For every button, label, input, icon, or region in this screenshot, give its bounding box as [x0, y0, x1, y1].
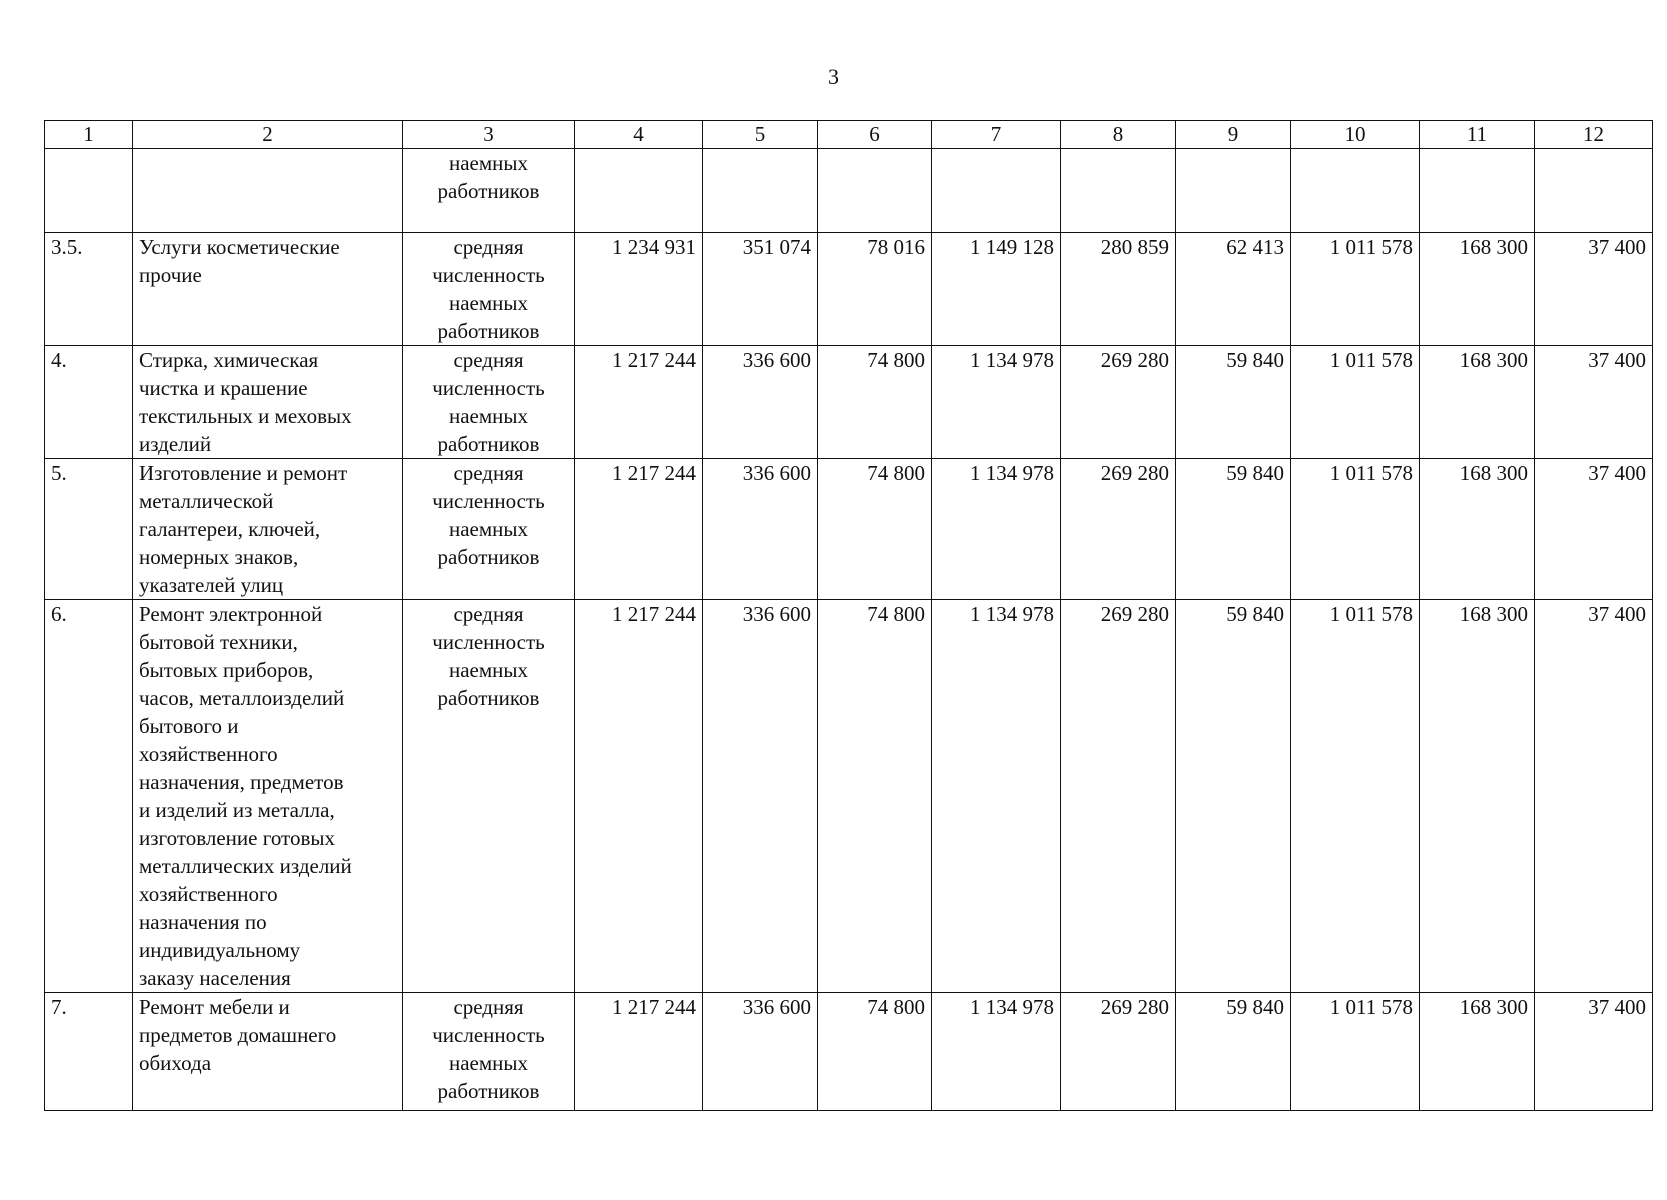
column-header: 7	[932, 121, 1061, 149]
value-cell-text: 168 300	[1459, 995, 1528, 1019]
value-cell-text: 336 600	[742, 602, 811, 626]
value-cell	[932, 459, 1061, 600]
value-cell-text: 280 859	[1100, 235, 1169, 259]
value-cell	[1535, 346, 1653, 459]
value-cell	[1061, 346, 1176, 459]
value-cell	[818, 233, 932, 346]
value-cell	[1420, 993, 1535, 1111]
table-row	[45, 149, 1653, 233]
value-cell	[1420, 233, 1535, 346]
value-cell	[1176, 346, 1291, 459]
service-name-cell-text: Услуги косметические прочие	[139, 235, 340, 287]
table-row	[45, 600, 1653, 993]
value-cell	[1535, 600, 1653, 993]
page-number: 3	[828, 64, 839, 89]
column-header: 10	[1291, 121, 1420, 149]
row-number-cell-text: 6.	[51, 602, 67, 626]
unit-cell-text: наемных работников	[437, 151, 540, 203]
value-cell	[1535, 149, 1653, 233]
value-cell-text: 351 074	[742, 235, 811, 259]
row-number-cell	[45, 459, 133, 600]
service-name-cell-text: Ремонт мебели и предметов домашнего обихода	[139, 995, 337, 1075]
value-cell	[1291, 149, 1420, 233]
value-cell	[703, 459, 818, 600]
column-header: 11	[1420, 121, 1535, 149]
value-cell	[1061, 459, 1176, 600]
column-header: 6	[818, 121, 932, 149]
value-cell	[575, 459, 703, 600]
column-header: 12	[1535, 121, 1653, 149]
column-header: 1	[45, 121, 133, 149]
unit-cell-text: средняя численность наемных работников	[432, 348, 545, 456]
value-cell	[932, 233, 1061, 346]
value-cell-text: 74 800	[867, 995, 925, 1019]
row-number-cell-text: 3.5.	[51, 235, 83, 259]
row-number-cell	[45, 993, 133, 1111]
value-cell-text: 1 234 931	[612, 235, 696, 259]
table-row	[45, 993, 1653, 1111]
value-cell-text: 1 011 578	[1329, 602, 1413, 626]
value-cell-text: 62 413	[1226, 235, 1284, 259]
unit-cell-text: средняя численность наемных работников	[432, 602, 545, 710]
row-number-cell	[45, 149, 133, 233]
unit-cell-text: средняя численность наемных работников	[432, 461, 545, 569]
row-number-cell-text: 5.	[51, 461, 67, 485]
value-cell	[818, 993, 932, 1111]
column-header: 2	[133, 121, 403, 149]
value-cell	[1535, 233, 1653, 346]
table-row	[45, 346, 1653, 459]
column-header: 5	[703, 121, 818, 149]
row-number-cell	[45, 346, 133, 459]
value-cell-text: 336 600	[742, 995, 811, 1019]
value-cell	[575, 149, 703, 233]
unit-cell	[403, 600, 575, 993]
value-cell	[932, 149, 1061, 233]
unit-cell	[403, 149, 575, 233]
value-cell-text: 168 300	[1459, 602, 1528, 626]
service-name-cell	[133, 149, 403, 233]
column-header: 4	[575, 121, 703, 149]
value-cell	[1535, 459, 1653, 600]
value-cell	[1420, 346, 1535, 459]
service-name-cell-text: Ремонт электронной бытовой техники, бытовых приборов, часов, металлоизделий бытового и хозяйственного назначения, предметов и изделий из металла, изготовление готовых металлических изделий хозяйственного назначения по индивидуальному заказу населения	[139, 602, 352, 990]
value-cell	[1061, 993, 1176, 1111]
unit-cell	[403, 993, 575, 1111]
value-cell	[575, 993, 703, 1111]
value-cell	[818, 600, 932, 993]
value-cell	[932, 600, 1061, 993]
row-number-cell-text: 4.	[51, 348, 67, 372]
column-header: 9	[1176, 121, 1291, 149]
column-header-row	[45, 121, 1653, 149]
value-cell	[932, 993, 1061, 1111]
value-cell	[575, 346, 703, 459]
service-name-cell	[133, 233, 403, 346]
value-cell	[1176, 459, 1291, 600]
value-cell	[703, 600, 818, 993]
value-cell-text: 37 400	[1588, 995, 1646, 1019]
column-header: 8	[1061, 121, 1176, 149]
value-cell-text: 1 149 128	[970, 235, 1054, 259]
value-cell	[818, 346, 932, 459]
value-cell-text: 168 300	[1459, 461, 1528, 485]
value-cell-text: 336 600	[742, 461, 811, 485]
value-cell	[818, 459, 932, 600]
service-name-cell	[133, 459, 403, 600]
value-cell-text: 74 800	[867, 602, 925, 626]
value-cell	[1291, 233, 1420, 346]
value-cell-text: 1 011 578	[1329, 348, 1413, 372]
value-cell	[1291, 600, 1420, 993]
value-cell-text: 37 400	[1588, 602, 1646, 626]
row-number-cell	[45, 600, 133, 993]
unit-cell-text: средняя численность наемных работников	[432, 995, 545, 1103]
value-cell-text: 1 217 244	[612, 461, 696, 485]
value-cell-text: 59 840	[1226, 461, 1284, 485]
value-cell-text: 59 840	[1226, 995, 1284, 1019]
value-cell-text: 1 134 978	[970, 602, 1054, 626]
unit-cell	[403, 459, 575, 600]
value-cell	[1291, 346, 1420, 459]
value-cell	[1176, 600, 1291, 993]
value-cell-text: 37 400	[1588, 461, 1646, 485]
value-cell-text: 1 217 244	[612, 995, 696, 1019]
value-cell	[575, 600, 703, 993]
value-cell-text: 269 280	[1100, 348, 1169, 372]
value-cell	[703, 233, 818, 346]
value-cell	[1291, 993, 1420, 1111]
value-cell	[703, 149, 818, 233]
value-cell	[1061, 233, 1176, 346]
row-number-cell-text: 7.	[51, 995, 67, 1019]
value-cell-text: 74 800	[867, 348, 925, 372]
value-cell-text: 59 840	[1226, 348, 1284, 372]
value-cell-text: 1 011 578	[1329, 995, 1413, 1019]
value-cell-text: 37 400	[1588, 348, 1646, 372]
unit-cell-text: средняя численность наемных работников	[432, 235, 545, 343]
unit-cell	[403, 233, 575, 346]
service-name-cell	[133, 600, 403, 993]
value-cell	[1535, 993, 1653, 1111]
value-cell-text: 269 280	[1100, 602, 1169, 626]
service-name-cell-text: Изготовление и ремонт металлической галантереи, ключей, номерных знаков, указателей улиц	[139, 461, 348, 597]
value-cell	[1061, 149, 1176, 233]
value-cell-text: 269 280	[1100, 461, 1169, 485]
value-cell	[575, 233, 703, 346]
value-cell-text: 1 134 978	[970, 348, 1054, 372]
value-cell-text: 59 840	[1226, 602, 1284, 626]
service-name-cell	[133, 993, 403, 1111]
service-name-cell	[133, 346, 403, 459]
value-cell	[1420, 459, 1535, 600]
value-cell-text: 37 400	[1588, 235, 1646, 259]
unit-cell	[403, 346, 575, 459]
value-cell-text: 1 134 978	[970, 995, 1054, 1019]
data-table	[44, 120, 1653, 1111]
value-cell-text: 336 600	[742, 348, 811, 372]
value-cell-text: 1 217 244	[612, 602, 696, 626]
value-cell-text: 78 016	[867, 235, 925, 259]
value-cell	[818, 149, 932, 233]
value-cell	[1176, 233, 1291, 346]
value-cell-text: 1 134 978	[970, 461, 1054, 485]
value-cell	[703, 346, 818, 459]
service-name-cell-text: Стирка, химическая чистка и крашение текстильных и меховых изделий	[139, 348, 352, 456]
value-cell-text: 1 011 578	[1329, 461, 1413, 485]
table-row	[45, 233, 1653, 346]
value-cell-text: 74 800	[867, 461, 925, 485]
value-cell	[1176, 149, 1291, 233]
value-cell	[1420, 600, 1535, 993]
row-number-cell	[45, 233, 133, 346]
value-cell	[1291, 459, 1420, 600]
value-cell	[1176, 993, 1291, 1111]
value-cell-text: 269 280	[1100, 995, 1169, 1019]
table-row	[45, 459, 1653, 600]
value-cell	[1420, 149, 1535, 233]
value-cell	[1061, 600, 1176, 993]
value-cell-text: 1 011 578	[1329, 235, 1413, 259]
value-cell	[703, 993, 818, 1111]
value-cell-text: 168 300	[1459, 348, 1528, 372]
value-cell-text: 168 300	[1459, 235, 1528, 259]
value-cell-text: 1 217 244	[612, 348, 696, 372]
column-header: 3	[403, 121, 575, 149]
value-cell	[932, 346, 1061, 459]
